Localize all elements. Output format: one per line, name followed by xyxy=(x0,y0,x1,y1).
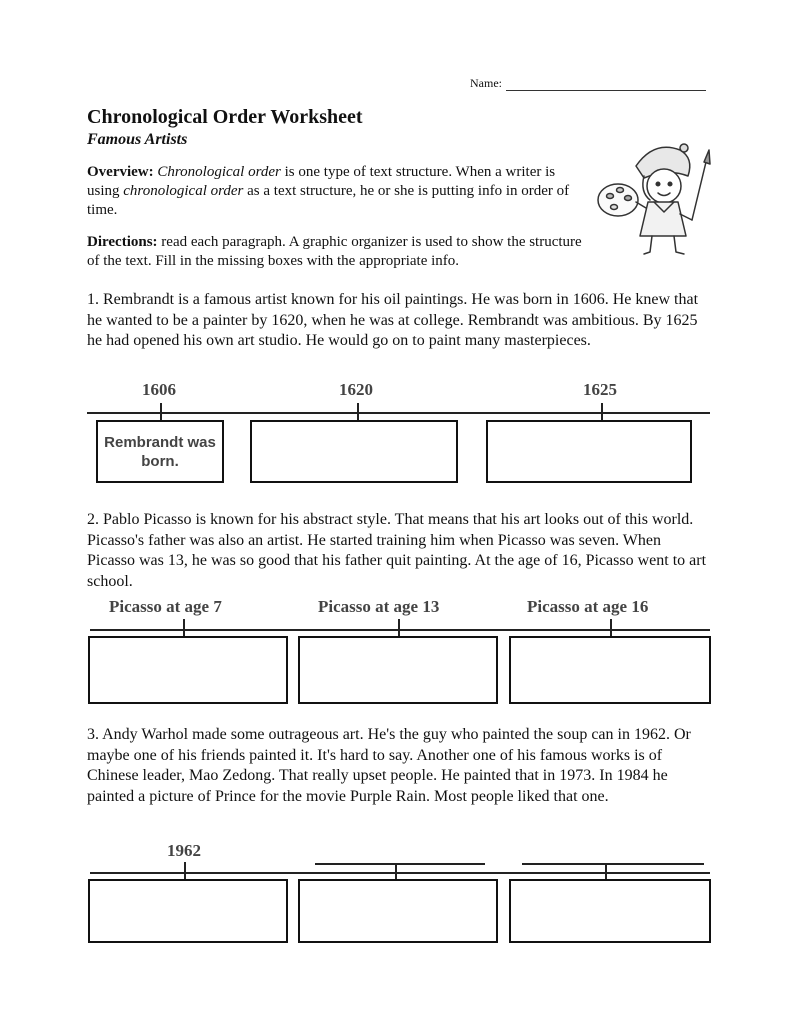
page-title: Chronological Order Worksheet xyxy=(87,106,363,128)
timeline-1-box-2[interactable] xyxy=(250,420,458,483)
timeline-2-label-1: Picasso at age 7 xyxy=(109,597,222,616)
page-subtitle: Famous Artists xyxy=(87,131,188,148)
timeline-2-box-3[interactable] xyxy=(509,636,711,704)
timeline-1-tick-3 xyxy=(601,403,603,421)
directions-paragraph xyxy=(87,233,587,271)
timeline-3-tick-1 xyxy=(184,862,186,880)
timeline-3-box-2[interactable] xyxy=(298,879,498,943)
timeline-2-label-3: Picasso at age 16 xyxy=(527,597,649,616)
overview-term-1: Chronological order xyxy=(157,164,281,180)
timeline-1-box-1: Rembrandt was born. xyxy=(96,420,224,483)
directions-text: read each paragraph. A graphic organizer is used to show the structure of the text. Fill in the missing boxes with the appropriate info. xyxy=(87,234,582,269)
overview-paragraph xyxy=(87,163,587,220)
timeline-1-label-1: 1606 xyxy=(142,380,176,399)
name-label: Name: xyxy=(470,76,502,90)
section-3-paragraph: 3. Andy Warhol made some outrageous art. He's the guy who painted the soup can in 1962. Or maybe one of his friends painted it. It's hard to say. Another one of his famous works is of Chinese leader, Mao Zedong. That really upset people. He painted that in 1973. In 1984 he painted a picture of Prince for the movie Purple Rain. Most people liked that one. xyxy=(87,726,691,805)
timeline-3-box-3[interactable] xyxy=(509,879,711,943)
timeline-3-tick-2 xyxy=(395,864,397,880)
timeline-1-box-3[interactable] xyxy=(486,420,692,483)
name-blank-line[interactable] xyxy=(506,78,706,91)
timeline-3-axis xyxy=(90,872,710,874)
timeline-3-tick-3 xyxy=(605,864,607,880)
timeline-2-tick-2 xyxy=(398,619,400,637)
timeline-3-label-3-blank[interactable] xyxy=(522,863,704,865)
timeline-2-tick-1 xyxy=(183,619,185,637)
overview-text-2: as a text structure, he or she is putting info in order of time. xyxy=(87,183,570,218)
timeline-2-box-1[interactable] xyxy=(88,636,288,704)
timeline-3-label-1: 1962 xyxy=(167,841,201,860)
timeline-2-box-2[interactable] xyxy=(298,636,498,704)
overview-label: Overview: xyxy=(87,164,154,180)
timeline-3-label-2-blank[interactable] xyxy=(315,863,485,865)
timeline-1-label-2: 1620 xyxy=(339,380,373,399)
timeline-2-label-2: Picasso at age 13 xyxy=(318,597,440,616)
section-1-paragraph: 1. Rembrandt is a famous artist known for his oil paintings. He was born in 1606. He knew that he wanted to be a painter by 1620, when he was at college. Rembrandt was ambitious. By 1625 he had opened his own art studio. He would go on to paint many masterpieces. xyxy=(87,291,699,349)
section-2-paragraph: 2. Pablo Picasso is known for his abstract style. That means that his art looks out of this world. Picasso's father was also an artist. He started training him when Picasso was seven. When Picasso was 13, he was so good that his father quit painting. At the age of 16, Picasso went to art school. xyxy=(87,511,707,590)
timeline-2-tick-3 xyxy=(610,619,612,637)
timeline-1-axis xyxy=(87,412,710,414)
timeline-1-tick-1 xyxy=(160,403,162,421)
directions-label: Directions: xyxy=(87,234,158,250)
timeline-1-tick-2 xyxy=(357,403,359,421)
timeline-3-box-1[interactable] xyxy=(88,879,288,943)
overview-term-2: chronological order xyxy=(123,183,244,199)
timeline-1-label-3: 1625 xyxy=(583,380,617,399)
artist-illustration xyxy=(596,136,716,258)
overview-text-1: is one type of text structure. When a writer is using xyxy=(87,164,556,199)
name-field[interactable] xyxy=(470,76,706,91)
